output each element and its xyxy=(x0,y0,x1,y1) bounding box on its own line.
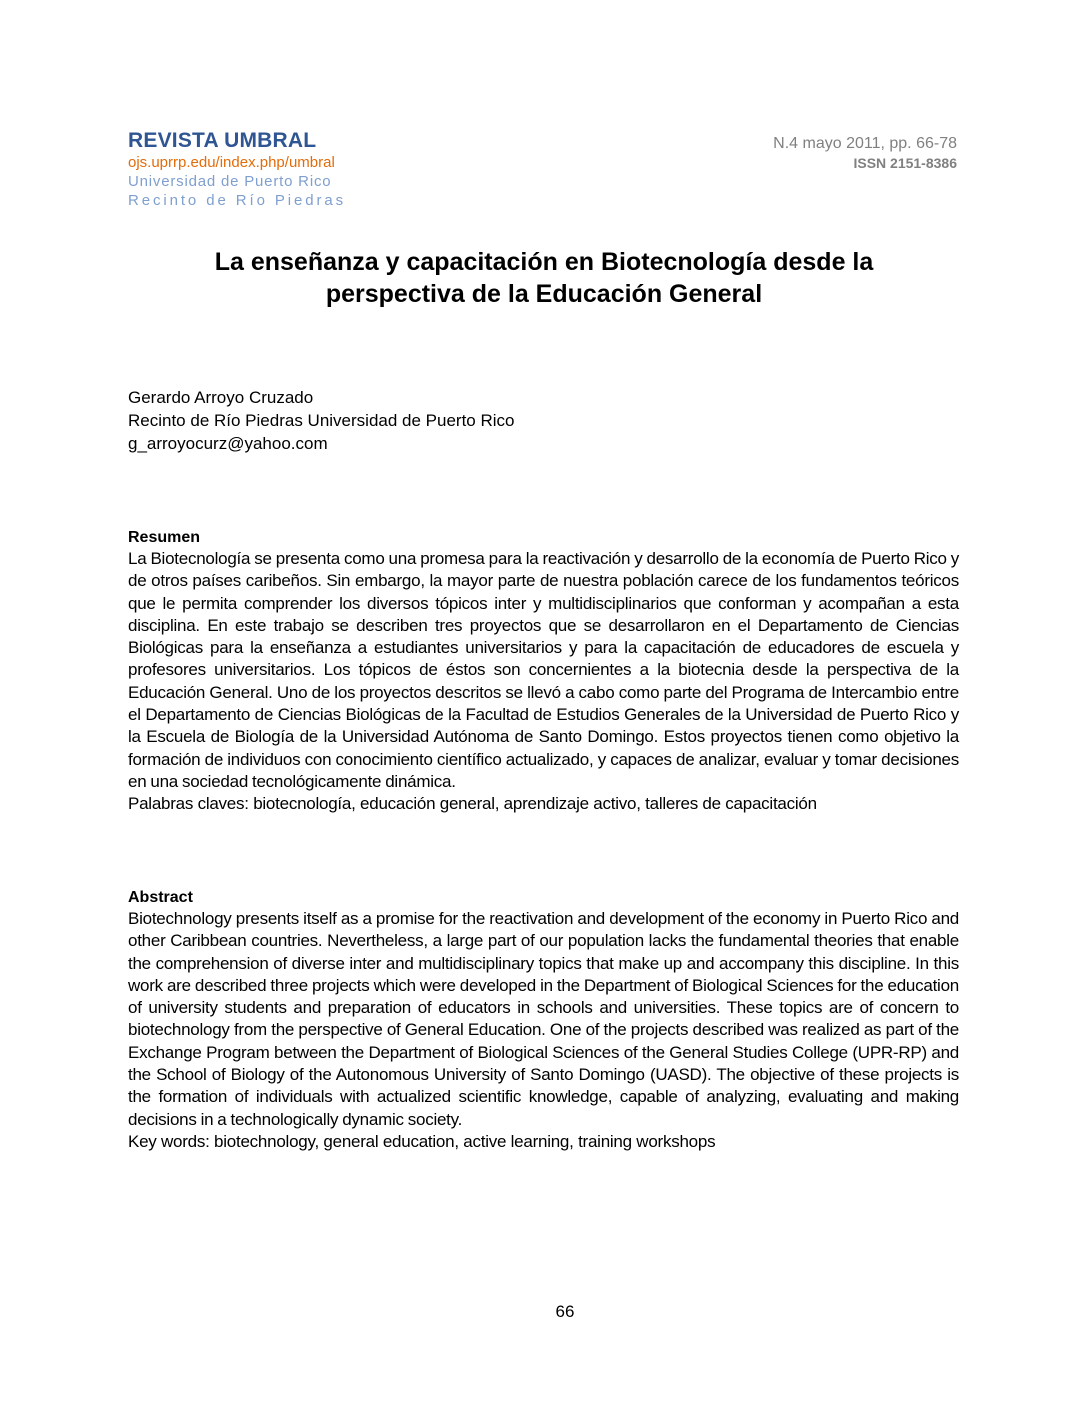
author-block xyxy=(128,386,514,455)
title-line-1: La enseñanza y capacitación en Biotecnología desde la xyxy=(214,248,874,276)
journal-url-link[interactable]: ojs.uprrp.edu/index.php/umbral xyxy=(128,154,335,171)
issue-info xyxy=(773,134,957,172)
author-affiliation: Recinto de Río Piedras Universidad de Puerto Rico xyxy=(128,411,515,430)
abstract-heading: Abstract xyxy=(128,889,193,906)
resumen-section xyxy=(128,528,959,816)
abstract-section xyxy=(128,888,959,1153)
issn: ISSN 2151-8386 xyxy=(853,155,957,171)
journal-header xyxy=(128,128,346,210)
abstract-keywords: Key words: biotechnology, general education, active learning, training workshops xyxy=(128,1131,716,1151)
journal-university: Universidad de Puerto Rico xyxy=(128,173,332,190)
title-line-2: perspectiva de la Educación General xyxy=(325,280,763,308)
resumen-keywords: Palabras claves: biotecnología, educación general, aprendizaje activo, talleres de capacitación xyxy=(128,794,817,814)
author-email[interactable]: g_arroyocurz@yahoo.com xyxy=(128,434,328,453)
author-name: Gerardo Arroyo Cruzado xyxy=(128,388,314,407)
journal-name: REVISTA UMBRAL xyxy=(128,129,317,152)
abstract-body: Biotechnology presents itself as a promise for the reactivation and development of the economy in Puerto Rico and other Caribbean countries. Nevertheless, a large part of our population lacks the fundamental theories that enable the comprehension of diverse inter and multidisciplinary topics that make up and accompany this discipline. In this work are described three projects which were developed in the Department of Biological Sciences for the education of university students and preparation of educators in schools and universities. These topics are of concern to biotechnology from the perspective of General Education. One of the projects described was realized as part of the Exchange Program between the Department of Biological Sciences of the General Studies College (UPR-RP) and the School of Biology of the Autonomous University of Santo Domingo (UASD). The objective of these projects is the formation of individuals with actualized scientific knowledge, capable of analyzing, evaluating and making decisions in a technologically dynamic society. xyxy=(128,909,959,1129)
page-number: 66 xyxy=(555,1302,575,1321)
resumen-body: La Biotecnología se presenta como una promesa para la reactivación y desarrollo de la economía de Puerto Rico y de otros países caribeños. Sin embargo, la mayor parte de nuestra población carece de los fundamentos teóricos que le permita comprender los diversos tópicos inter y multidisciplinarios que conforman y acompañan a esta disciplina. En este trabajo se describen tres proyectos que se desarrollaron en el Departamento de Ciencias Biológicas para la enseñanza a estudiantes universitarios y para la capacitación de educadores de escuela y profesores universitarios. Los tópicos de éstos son concernientes a la biotecnia desde la perspectiva de la Educación General. Uno de los proyectos descritos se llevó a cabo como parte del Programa de Intercambio entre el Departamento de Ciencias Biológicas de la Facultad de Estudios Generales de la Universidad de Puerto Rico y la Escuela de Biología de la Universidad Autónoma de Santo Domingo. Estos proyectos tienen como objetivo la formación de individuos con conocimiento científico actualizado, y capaces de analizar, evaluar y tomar decisiones en una sociedad tecnológicamente dinámica. xyxy=(128,549,959,791)
journal-campus: Recinto de Río Piedras xyxy=(128,192,347,209)
resumen-heading: Resumen xyxy=(128,529,201,546)
article-title xyxy=(130,246,958,310)
issue-citation: N.4 mayo 2011, pp. 66-78 xyxy=(773,135,957,152)
